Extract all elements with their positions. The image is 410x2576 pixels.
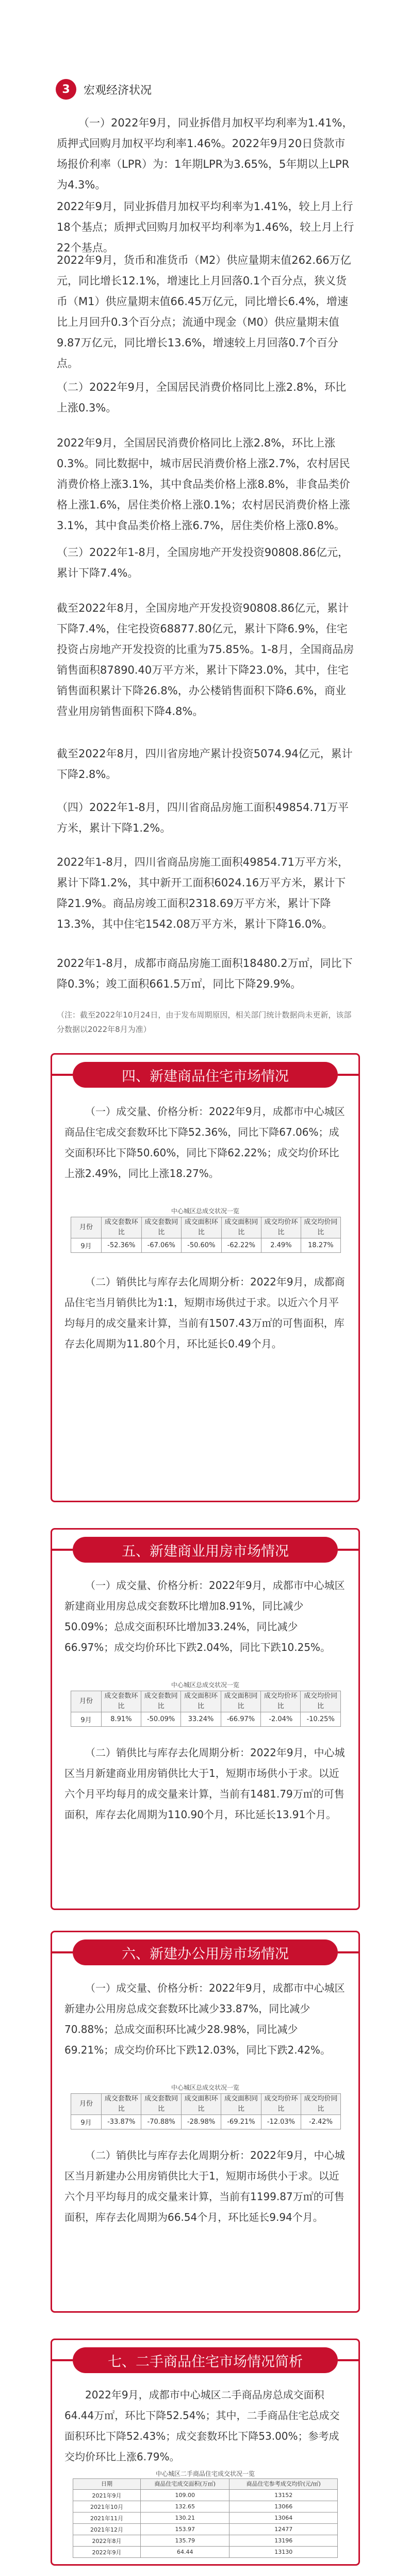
table-cell: -50.09% — [141, 1712, 181, 1727]
table-header-cell: 成交均价同比 — [301, 2094, 341, 2115]
macro-paragraph — [57, 797, 356, 838]
table-row — [71, 1238, 341, 1253]
table-cell: 13152 — [229, 2490, 338, 2501]
table-cell: 2.49% — [261, 1238, 301, 1253]
section-text: （一）成交量、价格分析：2022年9月，成都市中心城区新建商业用房总成交套数环比增加8.91%，同比减少50.09%；总成交面积环比增加33.24%，同比减少66.97%；成交均价环比下跌2.04%，同比下跌10.25%。 — [64, 1579, 345, 1653]
table-header-cell: 成交面积环比 — [181, 1691, 221, 1712]
table-cell: -10.25% — [301, 1712, 341, 1727]
section-banner: 六、新建办公用房市场情况 — [73, 1939, 338, 1965]
table-cell: 2021年10月 — [73, 2501, 141, 2513]
table-header-cell: 成交面积同比 — [221, 1691, 261, 1712]
section-header — [56, 77, 152, 101]
section-commercial — [51, 1528, 360, 1910]
summary-table — [71, 1691, 341, 1727]
summary-table — [71, 1217, 341, 1253]
table-cell: -2.04% — [261, 1712, 301, 1727]
table-row — [73, 2547, 338, 2558]
table-row — [73, 2490, 338, 2501]
table-cell: 64.44 — [141, 2547, 229, 2558]
macro-paragraph — [57, 598, 356, 722]
section-paragraph — [64, 1742, 347, 1825]
table-cell: 132.65 — [141, 2501, 229, 2513]
table-cell: 18.27% — [301, 1238, 340, 1253]
table-cell: -52.36% — [102, 1238, 142, 1253]
table-row — [73, 2524, 338, 2535]
table-header-cell: 月份 — [71, 2094, 102, 2115]
table-header-cell: 成交均价环比 — [261, 2094, 301, 2115]
table-cell: 135.79 — [141, 2535, 229, 2547]
second-hand-table — [73, 2478, 338, 2558]
macro-paragraph — [57, 743, 356, 785]
section-number-badge: 3 — [56, 79, 76, 100]
section-text: （一）成交量、价格分析：2022年9月，成都市中心城区商品住宅成交套数环比下降52.36%，同比下降67.06%；成交面积环比下降50.60%，同比下降62.22%；成交均价环比上涨2.49%，同比上涨18.27%。 — [64, 1105, 345, 1180]
macro-text: 2022年9月，同业拆借月加权平均利率为1.41%，较上月上行18个基点；质押式回购月加权平均利率为1.46%，较上月上行22个基点。 — [57, 200, 354, 254]
macro-text: （一）2022年9月，同业拆借月加权平均利率为1.41%，质押式回购月加权平均利率1.46%。2022年9月20日贷款市场报价利率（LPR）为：1年期LPR为3.65%，5年期以上LPR为4.3%。 — [57, 117, 353, 191]
table-cell: 109.00 — [141, 2490, 229, 2501]
table-cell: -2.42% — [301, 2115, 341, 2129]
macro-paragraph — [57, 196, 356, 258]
macro-text: 截至2022年8月，全国房地产开发投资90808.86亿元，累计下降7.4%，住宅投资68877.80亿元，累计下降6.9%，住宅投资占房地产开发投资的比重为75.85%。1-8月，全国商品房销售面积87890.40万平方米，累计下降23.0%，其中，住宅销售面积累计下降26.8%，办公楼销售面积下降6.6%，商业营业用房销售面积下降4.8%。 — [57, 602, 354, 718]
macro-text: 2022年9月，全国居民消费价格同比上涨2.8%，环比上涨0.3%。同比数据中，城市居民消费价格上涨2.7%，农村居民消费价格上涨3.1%，其中食品类价格上涨8.8%，非食品类价格上涨1.6%，居住类价格上涨0.1%；农村居民消费价格上涨3.1%，其中食品类价格上涨6.7%，居住类价格上涨0.8%。 — [57, 437, 350, 532]
section-text: （一）成交量、价格分析：2022年9月，成都市中心城区新建办公用房总成交套数环比减少33.87%，同比减少70.88%；总成交面积环比减少28.98%，同比减少69.21%；成交均价环比下跌12.03%，同比下跌2.42%。 — [64, 1982, 345, 2056]
table-cell: 2022年9月 — [73, 2547, 141, 2558]
section-text: （二）销供比与库存去化周期分析：2022年9月，中心城区当月新建商业用房销供比大于1，短期市场供小于求。以近六个月平均每月的成交量来计算，当前有1481.79万㎡的可售面积，库存去化周期为110.90个月，环比延长13.91个月。 — [64, 1746, 345, 1821]
section-paragraph — [64, 2145, 347, 2228]
table-row — [71, 2115, 341, 2129]
section-office — [51, 1931, 360, 2313]
table-header-cell: 成交均价同比 — [301, 1691, 341, 1712]
table-header-cell: 日期 — [73, 2479, 141, 2490]
section-text: （二）销供比与库存去化周期分析：2022年9月，中心城区当月新建办公用房销供比大于1，短期市场供小于求。以近六个月平均每月的成交量来计算，当前有1199.87万㎡的可售面积，库存去化周期为66.54个月，环比延长9.94个月。 — [64, 2149, 345, 2223]
table-cell: 2021年11月 — [73, 2513, 141, 2524]
section-paragraph — [64, 1101, 347, 1184]
table-cell: -67.06% — [141, 1238, 182, 1253]
table-cell: 13130 — [229, 2547, 338, 2558]
table-cell: 9月 — [71, 1712, 102, 1727]
table-header-cell: 成交面积同比 — [221, 1217, 261, 1238]
table-header-cell: 成交均价环比 — [261, 1217, 301, 1238]
table-header-cell: 成交套数同比 — [141, 1691, 181, 1712]
table-header-row — [71, 1691, 341, 1712]
table-cell: 2022年8月 — [73, 2535, 141, 2547]
table-header-cell: 成交套数环比 — [102, 1217, 142, 1238]
table-cell: -66.97% — [221, 1712, 261, 1727]
table-cell: 2021年9月 — [73, 2490, 141, 2501]
section-text: 2022年9月，成都市中心城区二手商品房总成交面积64.44万㎡，环比下降52.54%；其中，二手商品住宅总成交面积环比下降52.43%；成交套数环比下降53.00%；参考成交均价环比上涨6.79%。 — [64, 2389, 340, 2463]
table-header-cell: 月份 — [71, 1217, 102, 1238]
table-cell: 9月 — [71, 2115, 102, 2129]
table-row — [71, 1712, 341, 1727]
table-caption: 中心城区总成交状况一览 — [171, 1207, 239, 1215]
table-caption: 中心城区总成交状况一览 — [171, 2084, 239, 2091]
table-cell: 2021年12月 — [73, 2524, 141, 2535]
table-caption: 中心城区二手商品住宅成交状况一览 — [155, 2470, 255, 2477]
macro-text: 2022年9月，货币和准货币（M2）供应量期末值262.66万亿元，同比增长12.1%，增速比上月回落0.1个百分点，狭义货币（M1）供应量期末值66.45万亿元，同比增长6.4%，增速比上月回升0.3个百分点；流通中现金（M0）供应量期末值9.87万亿元，同比增长13.6%，增速较上月回落0.7个百分点。 — [57, 254, 351, 370]
section-paragraph — [64, 1575, 347, 1658]
summary-table — [71, 2093, 341, 2129]
section-paragraph — [64, 1978, 347, 2060]
section-text: （二）销供比与库存去化周期分析：2022年9月，成都商品住宅当月销供比为1:1，短期市场供过于求。以近六个月平均每月的成交量来计算，当前有1507.43万㎡的可售面积，库存去化周期为11.80个月，环比延长0.49个月。 — [64, 1276, 345, 1350]
macro-paragraph — [57, 433, 356, 536]
table-header-cell: 月份 — [71, 1691, 102, 1712]
table-header-cell: 成交均价环比 — [261, 1691, 301, 1712]
table-header-cell: 成交面积环比 — [181, 2094, 221, 2115]
table-cell: 8.91% — [102, 1712, 141, 1727]
table-cell: -33.87% — [102, 2115, 141, 2129]
table-header-cell: 商品住宅参考成交均价(元/㎡) — [229, 2479, 338, 2490]
table-cell: -28.98% — [181, 2115, 221, 2129]
macro-paragraph — [57, 852, 356, 934]
section-paragraph — [64, 2384, 347, 2467]
table-header-row — [71, 2094, 341, 2115]
table-cell: -62.22% — [221, 1238, 261, 1253]
macro-text: 截至2022年8月，四川省房地产累计投资5074.94亿元，累计下降2.8%。 — [57, 748, 353, 781]
section-second-hand — [51, 2339, 360, 2566]
macro-text: （四）2022年1-8月，四川省商品房施工面积49854.71万平方米，累计下降1.2%。 — [57, 801, 349, 834]
section-banner: 四、新建商品住宅市场情况 — [73, 1062, 338, 1088]
table-header-cell: 商品住宅成交面积(万㎡) — [141, 2479, 229, 2490]
table-cell: -12.03% — [261, 2115, 301, 2129]
macro-text: （三）2022年1-8月，全国房地产开发投资90808.86亿元，累计下降7.4%。 — [57, 546, 349, 579]
table-row — [73, 2513, 338, 2524]
table-header-row — [71, 1217, 341, 1238]
data-note: （注：截至2022年10月24日，由于发布周期原因，相关部门统计数据尚未更新，该部分数据以2022年8月为准） — [57, 1010, 352, 1034]
section-banner: 五、新建商业用房市场情况 — [73, 1537, 338, 1563]
macro-paragraph — [57, 542, 356, 583]
table-cell: 130.21 — [141, 2513, 229, 2524]
macro-paragraph — [57, 377, 356, 418]
table-cell: -69.21% — [221, 2115, 261, 2129]
table-cell: 13064 — [229, 2513, 338, 2524]
table-row — [73, 2501, 338, 2513]
section-new-residential — [51, 1053, 360, 1502]
table-cell: 12477 — [229, 2524, 338, 2535]
table-row — [73, 2535, 338, 2547]
section-paragraph — [64, 1271, 347, 1354]
macro-paragraph — [57, 113, 356, 195]
table-cell: -50.60% — [182, 1238, 222, 1253]
section-banner: 七、二手商品住宅市场情况简析 — [73, 2347, 338, 2373]
table-caption: 中心城区总成交状况一览 — [171, 1681, 239, 1689]
macro-paragraph — [57, 250, 356, 374]
table-header-cell: 成交面积环比 — [182, 1217, 222, 1238]
section-title: 宏观经济状况 — [84, 84, 152, 97]
table-cell: 33.24% — [181, 1712, 221, 1727]
table-header-cell: 成交套数环比 — [102, 1691, 141, 1712]
table-header-cell: 成交套数同比 — [141, 2094, 181, 2115]
macro-paragraph — [57, 953, 356, 994]
table-cell: 13066 — [229, 2501, 338, 2513]
table-header-cell: 成交面积同比 — [221, 2094, 261, 2115]
macro-text: （二）2022年9月，全国居民消费价格同比上涨2.8%，环比上涨0.3%。 — [57, 381, 347, 414]
table-cell: 9月 — [71, 1238, 102, 1253]
macro-text: 2022年1-8月，成都市商品房施工面积18480.2万㎡，同比下降0.3%；竣工面积661.5万㎡，同比下降29.9%。 — [57, 957, 353, 990]
table-cell: 153.97 — [141, 2524, 229, 2535]
table-header-cell: 成交套数环比 — [102, 2094, 141, 2115]
macro-text: 2022年1-8月，四川省商品房施工面积49854.71万平方米，累计下降1.2%，其中新开工面积6024.16万平方米，累计下降21.9%。商品房竣工面积2318.69万平方米，累计下降13.3%，其中住宅1542.08万平方米，累计下降16.0%。 — [57, 856, 349, 930]
table-header-row — [73, 2479, 338, 2490]
table-cell: -70.88% — [141, 2115, 181, 2129]
table-cell: 13196 — [229, 2535, 338, 2547]
table-header-cell: 成交均价同比 — [301, 1217, 340, 1238]
table-header-cell: 成交套数同比 — [141, 1217, 182, 1238]
